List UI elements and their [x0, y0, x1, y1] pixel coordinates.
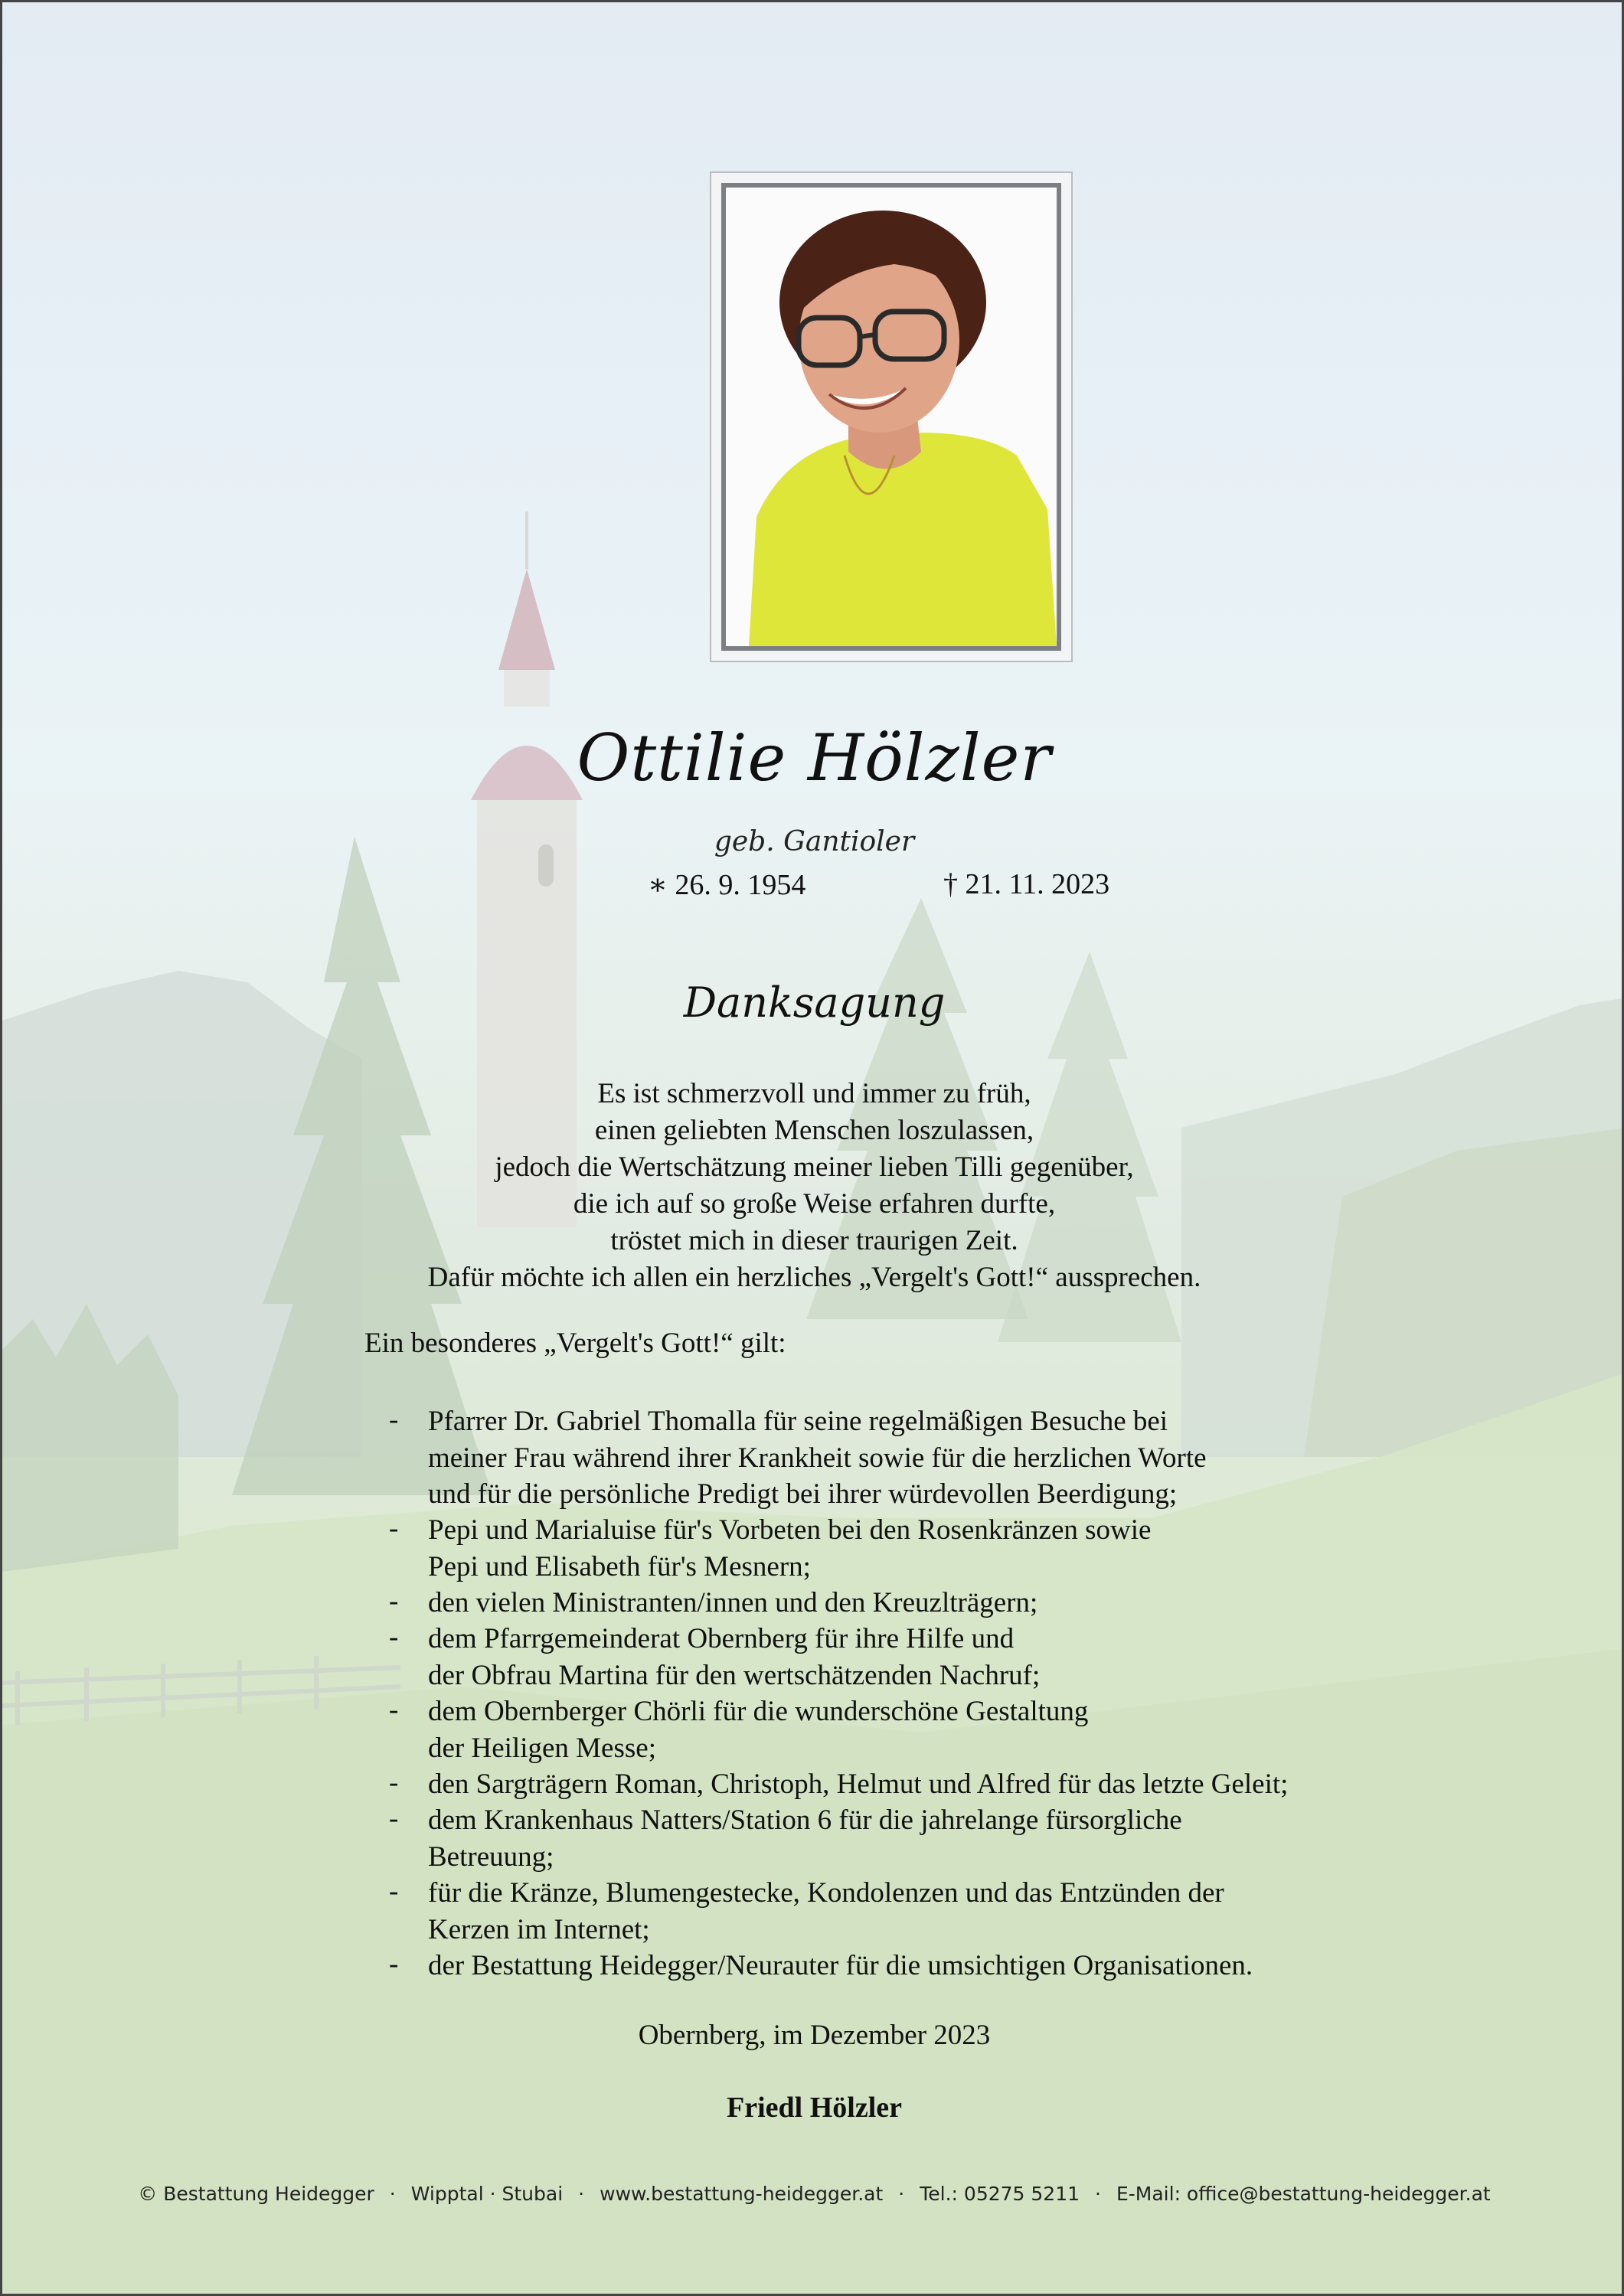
portrait-photo — [721, 183, 1061, 651]
list-line: dem Pfarrgemeinderat Obernberg für ihre Hilfe und — [428, 1623, 1015, 1654]
list-dash: - — [389, 1876, 399, 1907]
footer-region: Wipptal · Stubai — [410, 2183, 564, 2205]
intro-line: Es ist schmerzvoll und immer zu früh, — [597, 1078, 1031, 1109]
list-dash: - — [389, 1586, 399, 1617]
footer-separator: · — [1095, 2183, 1101, 2205]
intro-line: jedoch die Wertschätzung meiner lieben Tilli gegenüber, — [495, 1151, 1134, 1183]
footer-separator: · — [898, 2183, 905, 2205]
list-line: dem Obernberger Chörli für die wunderschöne Gestaltung — [428, 1696, 1089, 1727]
footer-separator: · — [389, 2183, 396, 2205]
list-dash: - — [389, 1803, 399, 1834]
footer — [2, 2183, 1624, 2205]
list-line: für die Kränze, Blumengestecke, Kondolenzen und das Entzünden der — [428, 1877, 1224, 1909]
list-line: Pepi und Elisabeth für's Mesnern; — [428, 1550, 811, 1582]
list-line: den vielen Ministranten/innen und den Kreuzlträgern; — [428, 1587, 1038, 1618]
footer-separator: · — [578, 2183, 585, 2205]
footer-email-link[interactable]: E-Mail: office@bestattung-heidegger.at — [1116, 2183, 1491, 2205]
deceased-name: Ottilie Hölzler — [577, 720, 1052, 795]
list-line: Betreuung; — [428, 1840, 554, 1873]
list-line: den Sargträgern Roman, Christoph, Helmut und Alfred für das letzte Geleit; — [428, 1769, 1289, 1800]
list-dash: - — [389, 1694, 399, 1726]
footer-phone: Tel.: 05275 5211 — [920, 2183, 1080, 2205]
section-heading: Danksagung — [683, 978, 946, 1027]
maiden-name: geb. Gantioler — [714, 826, 915, 857]
intro-line: tröstet mich in dieser traurigen Zeit. — [610, 1225, 1018, 1256]
list-dash: - — [389, 1404, 399, 1435]
list-dash: - — [389, 1622, 399, 1653]
intro-text — [2, 1076, 1624, 1296]
intro-line: die ich auf so große Weise erfahren durfte, — [573, 1188, 1056, 1220]
intro-line: einen geliebten Menschen loszulassen, — [594, 1115, 1034, 1146]
list-dash: - — [389, 1767, 399, 1798]
list-line: der Obfrau Martina für den wertschätzenden Nachruf; — [428, 1659, 1041, 1691]
footer-company: © Bestattung Heidegger — [138, 2183, 374, 2205]
footer-website-link[interactable]: www.bestattung-heidegger.at — [600, 2183, 884, 2205]
list-line: meiner Frau während ihrer Krankheit sowie für die herzlichen Worte — [428, 1442, 1207, 1474]
list-line: der Bestattung Heidegger/Neurauter für die umsichtigen Organisationen. — [428, 1950, 1253, 1981]
list-line: Kerzen im Internet; — [428, 1913, 650, 1945]
list-line: und für die persönliche Predigt bei ihrer würdevollen Beerdigung; — [428, 1478, 1178, 1510]
portrait-frame — [710, 171, 1073, 662]
birth-date: ∗ 26. 9. 1954 — [648, 869, 806, 901]
signature: Friedl Hölzler — [727, 2092, 902, 2124]
list-dash: - — [389, 1513, 399, 1544]
place-date: Obernberg, im Dezember 2023 — [638, 2020, 991, 2051]
list-line: Pepi und Marialuise für's Vorbeten bei den Rosenkränzen sowie — [428, 1514, 1152, 1546]
list-dash: - — [389, 1948, 399, 1980]
list-line: Pfarrer Dr. Gabriel Thomalla für seine regelmäßigen Besuche bei — [428, 1406, 1168, 1437]
death-date: † 21. 11. 2023 — [943, 868, 1110, 900]
portrait-figure-icon — [726, 188, 1057, 646]
thanks-lead: Ein besonderes „Vergelt's Gott!“ gilt: — [364, 1328, 786, 1359]
intro-line: Dafür möchte ich allen ein herzliches „Vergelt's Gott!“ aussprechen. — [427, 1262, 1201, 1293]
list-line: der Heiligen Messe; — [428, 1732, 656, 1764]
list-line: dem Krankenhaus Natters/Station 6 für die jahrelange fürsorgliche — [428, 1804, 1182, 1836]
